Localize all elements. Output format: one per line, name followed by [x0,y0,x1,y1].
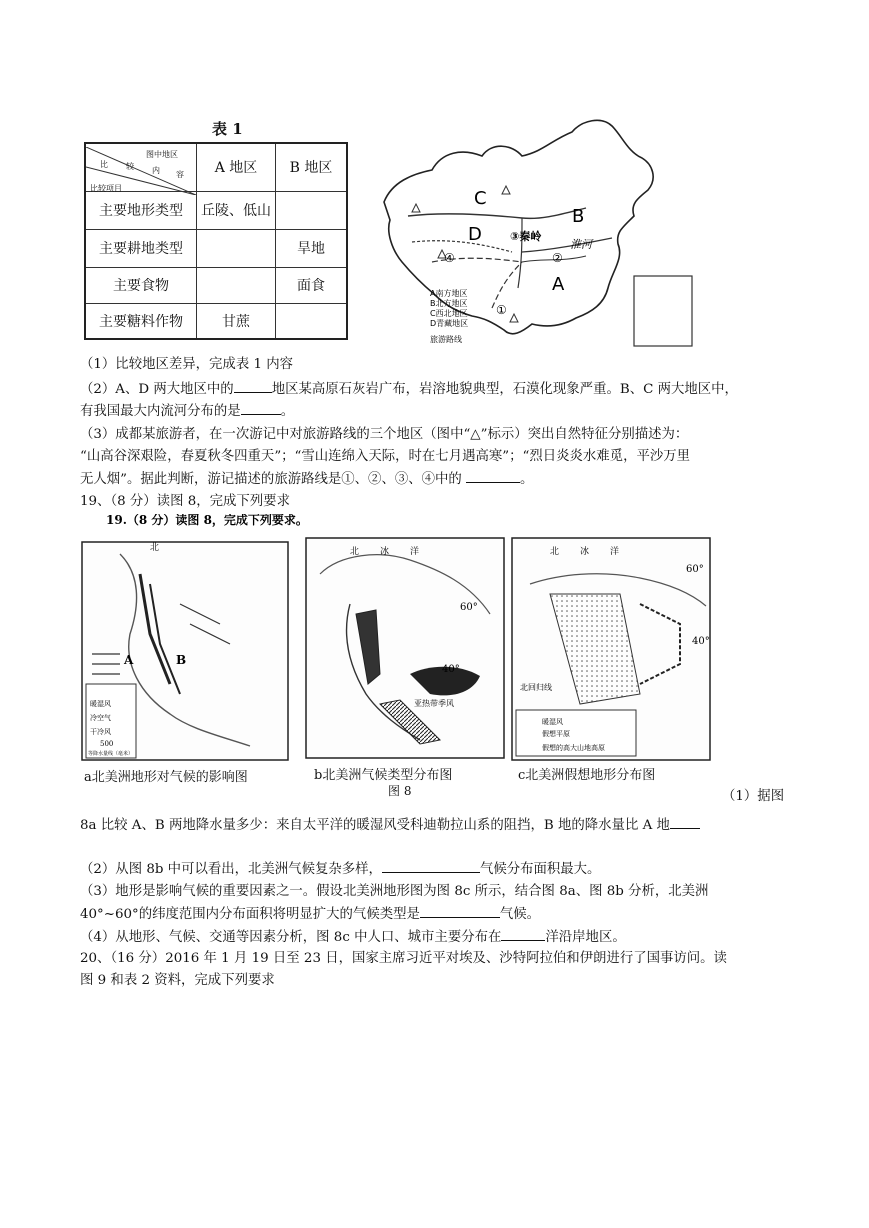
q18-part3-line3 [80,468,533,491]
map-c-tropic: 北回归线 [520,683,552,692]
table1-row-label: 主要食物 [85,267,197,303]
answer-blank[interactable] [234,378,272,393]
figure-8-north-america-maps [80,514,720,784]
legend-north: B北方地区 [430,299,468,308]
svg-text:60°: 60° [460,602,478,613]
map-c-ocean: 洋 [610,547,620,557]
q19-heading: 19、（8 分）读图 8，完成下列要求 [80,494,290,509]
region-c-label: C [474,188,487,209]
table1-cell-a: 甘蔗 [197,303,276,339]
q19-part4 [80,926,626,949]
table1-cell-b [276,303,348,339]
corner-top: 图中地区 [146,150,178,160]
table1 [84,142,348,340]
q18-p3d: 。 [520,472,534,487]
answer-blank[interactable] [382,858,480,873]
q19-p3c: 气候。 [499,907,541,922]
region-a-label: A [552,274,565,295]
q18-part3-line1: （3）成都某旅游者，在一次游记中对旅游路线的三个地区（图中“△”标示）突出自然特征分别描述为： [80,427,689,442]
map-b-ice: 冰 [380,547,390,557]
region-d-label: D [468,224,482,245]
route-1-label: ① [496,303,507,317]
caption-a: a北美洲地形对气候的影响图 [84,770,248,785]
table1-row-label: 主要地形类型 [85,191,197,229]
table1-cell-a: 丘陵、低山 [197,191,276,229]
table1-header-a: A 地区 [197,143,276,191]
answer-blank[interactable] [241,400,281,415]
region-b-label: B [572,206,585,227]
legend-tibet: D青藏地区 [430,319,469,328]
q18-part1: （1）比较地区差异，完成表 1 内容 [80,357,294,372]
caption-b: b北美洲气候类型分布图 [314,768,453,783]
q18-p3c: 无人烟”。据此判断，游记描述的旅游路线是①、②、③、④中的 [80,472,462,487]
legend-route: 旅游路线 [430,335,462,344]
table1-cell-a [197,229,276,267]
caption-c: c北美洲假想地形分布图 [518,768,656,783]
legend-south: A南方地区 [430,289,468,298]
table1-row-label: 主要糖料作物 [85,303,197,339]
q20-line1: 20、（16 分）2016 年 1 月 19 日至 23 日，国家主席习近平对埃及、沙特阿拉伯和伊朗进行了国事访问。读 [80,951,727,966]
answer-blank[interactable] [420,903,500,918]
map-a-legend-500: 500 [100,740,114,748]
answer-blank[interactable] [466,468,520,483]
map-c-legend-mountain: 假想的高大山地高原 [542,744,605,752]
q19-part1-start: （1）据图 [722,789,785,804]
map-a-legend-cold: 冷空气 [90,714,111,722]
answer-blank[interactable] [501,926,545,941]
corner-mid3: 内 [152,166,160,176]
svg-text:60°: 60° [686,564,704,575]
svg-text:A: A [124,653,134,667]
huaihe-label: 淮河 [570,238,592,251]
cropped-heading: 19.（8 分）读图 8，完成下列要求。 [106,514,308,527]
map-b-north: 北 [350,547,360,557]
q19-p2a: （2）从图 8b 中可以看出，北美洲气候复杂多样， [80,862,382,877]
q18-part3-line2: “山高谷深艰险，春夏秋冬四重天”；“雪山连绵入天际，时在七月遇高寒”；“烈日炎炎水难觅，平沙万里 [80,449,691,464]
china-region-map [372,112,702,348]
map-a-north: 北 [150,543,160,553]
q18-p2d: 。 [280,404,295,419]
q19-p3b: 40°~60°的纬度范围内分布面积将明显扩大的气候类型是 [80,907,420,922]
q19-part2 [80,858,600,881]
q19-part3-line2 [80,903,540,926]
corner-mid4: 容 [176,170,184,180]
table1-header-b: B 地区 [276,143,348,191]
map-b-subtropical: 亚热带季风 [414,699,454,708]
corner-bottom: 比较项目 [90,184,122,194]
q19-p4b: 洋沿岸地区。 [545,930,626,945]
svg-text:B: B [176,653,187,667]
route-4-label: ④ [444,251,455,265]
map-a-legend-warm: 暖湿风 [90,700,111,708]
route-2-label: ② [552,251,563,265]
svg-text:40°: 40° [692,636,710,647]
q18-part2-line2 [80,400,294,423]
q19-p2b: 气候分布面积最大。 [479,862,601,877]
table1-row-label: 主要耕地类型 [85,229,197,267]
answer-blank[interactable] [670,814,700,829]
map-c-ice: 冰 [580,547,590,557]
map-a-legend-dry: 干冷风 [90,728,111,736]
table1-cell-b: 旱地 [276,229,348,267]
table1-corner-cell [85,143,197,194]
q19-part1-line2 [80,814,700,837]
legend-northwest: C西北地区 [430,309,468,318]
q18-p2a: （2）A、D 两大地区中的 [80,382,234,397]
q18-p2c: 有我国最大内流河分布的是 [80,404,241,419]
q18-part2-line1 [80,378,738,401]
map-c-legend-plain: 假想平原 [542,730,570,738]
table1-cell-b: 面食 [276,267,348,303]
table1-title: 表 1 [212,120,243,138]
map-a-legend-isohyet: 等降水量线（毫米） [88,751,134,757]
map-b-ocean: 洋 [410,547,420,557]
table1-cell-a [197,267,276,303]
q20-line2: 图 9 和表 2 资料，完成下列要求 [80,973,275,988]
map-c-legend-warm: 暖湿风 [542,718,563,726]
figure-8-label: 图 8 [388,784,412,798]
qinling-label: ③秦岭 [510,230,542,243]
table1-cell-b [276,191,348,229]
map-c-north: 北 [550,547,560,557]
corner-mid2: 较 [126,162,134,172]
q18-p2b: 地区某高原石灰岩广布，岩溶地貌典型，石漠化现象严重。B、C 两大地区中， [271,382,738,397]
q19-p4a: （4）从地形、气候、交通等因素分析，图 8c 中人口、城市主要分布在 [80,930,502,945]
q19-part3-line1: （3）地形是影响气候的重要因素之一。假设北美洲地形图为图 8c 所示，结合图 8a、图 8b 分析，北美洲 [80,884,709,899]
corner-mid1: 比 [100,160,108,170]
q19-p1b: 8a 比较 A、B 两地降水量多少：来自太平洋的暖湿风受科迪勒拉山系的阻挡，B 地的降水量比 A 地 [80,818,670,833]
svg-text:40°: 40° [442,664,460,675]
